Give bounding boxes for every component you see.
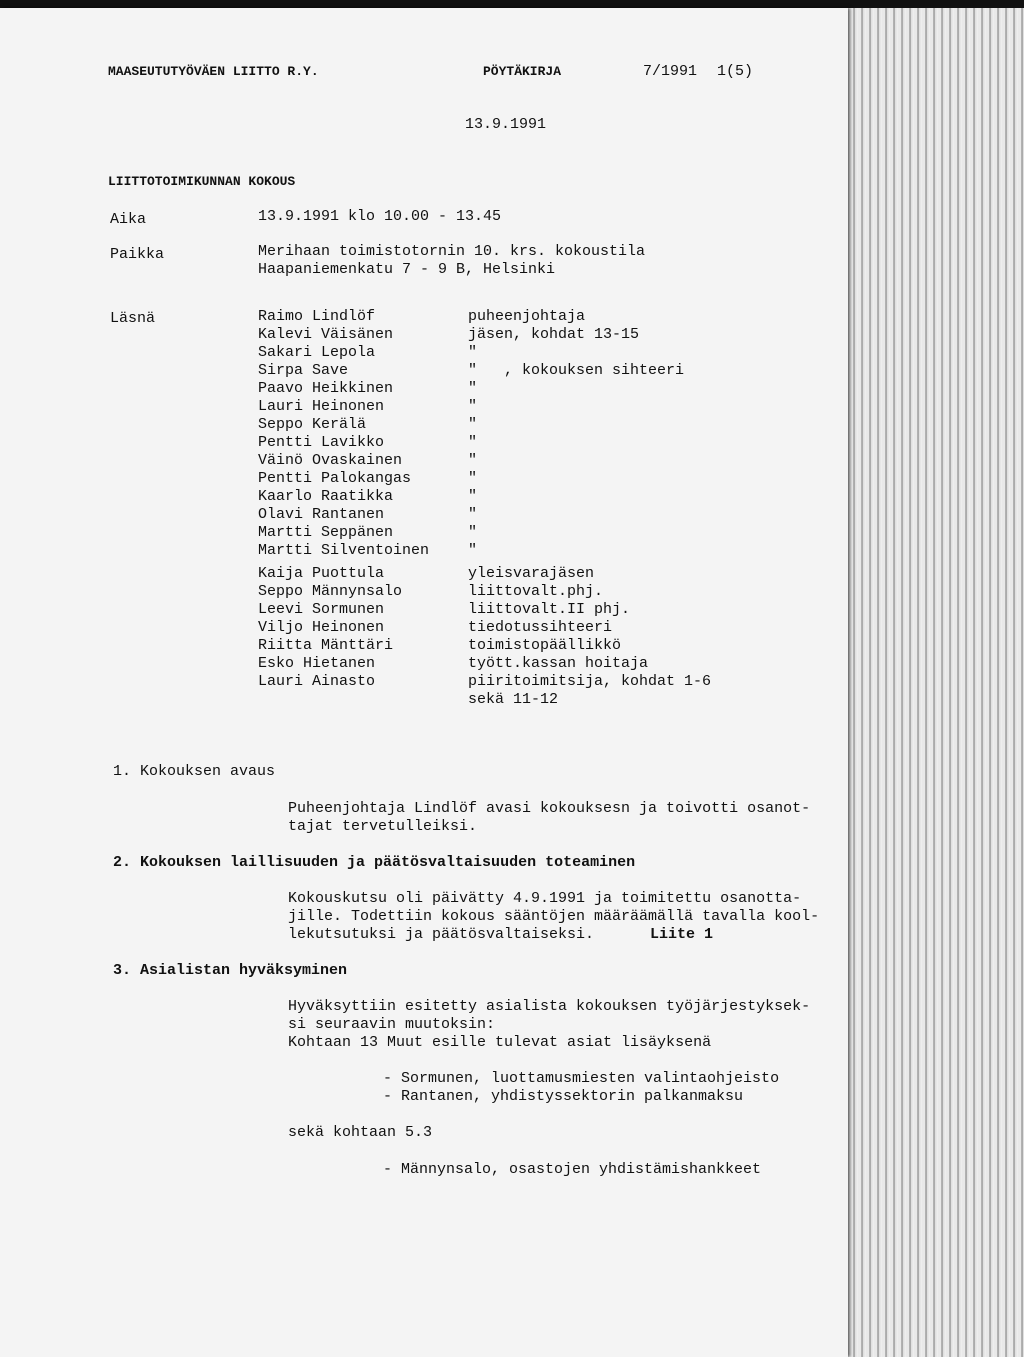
attendee-role: ": [468, 488, 478, 505]
attendee-role: ": [468, 506, 478, 523]
place-line-1: Merihaan toimistotornin 10. krs. kokoustila: [258, 243, 646, 260]
meeting-title: LIITTOTOIMIKUNNAN KOKOUS: [108, 174, 296, 189]
attendee-role: ": [468, 416, 478, 433]
attendee-name: Lauri Ainasto: [258, 673, 376, 690]
attendee-role: yleisvarajäsen: [468, 565, 595, 582]
section-1-text-line: tajat tervetulleiksi.: [288, 818, 478, 835]
attendee-row: [258, 344, 738, 362]
attendee-row: [258, 308, 738, 326]
attendee-role: ": [468, 542, 478, 559]
place-label: Paikka: [110, 246, 165, 263]
present-label: Läsnä: [110, 310, 156, 327]
section-3-text-line: sekä kohtaan 5.3: [288, 1124, 433, 1141]
attendee-name: Olavi Rantanen: [258, 506, 385, 523]
attendee-row: [258, 470, 738, 488]
attendee-row: [258, 691, 738, 709]
attendee-row: [258, 506, 738, 524]
attendee-row: [258, 583, 738, 601]
section-3-text-line: si seuraavin muutoksin:: [288, 1016, 496, 1033]
page-number: 1(5): [717, 63, 754, 80]
section-2-text-line: Kokouskutsu oli päivätty 4.9.1991 ja toimitettu osanotta-: [288, 890, 802, 907]
attendee-row: [258, 380, 738, 398]
attendee-row: [258, 673, 738, 691]
section-1-title: 1. Kokouksen avaus: [113, 763, 276, 780]
appendix-reference: Liite 1: [650, 926, 714, 943]
organization-name: MAASEUTUTYÖVÄEN LIITTO R.Y.: [108, 64, 319, 79]
attendee-role: ": [468, 380, 478, 397]
attendee-row: [258, 416, 738, 434]
attendee-name: Viljo Heinonen: [258, 619, 385, 636]
document-number: 7/1991: [643, 63, 698, 80]
attendee-role: tyött.kassan hoitaja: [468, 655, 649, 672]
time-value: 13.9.1991 klo 10.00 - 13.45: [258, 208, 502, 225]
attendee-row: [258, 637, 738, 655]
time-label: Aika: [110, 211, 147, 228]
attendee-role: toimistopäällikkö: [468, 637, 622, 654]
section-3-list-item: - Sormunen, luottamusmiesten valintaohjeisto: [383, 1070, 780, 1087]
attendee-role: liittovalt.II phj.: [468, 601, 631, 618]
book-page-edges: [834, 8, 1024, 1357]
attendee-role: puheenjohtaja: [468, 308, 586, 325]
attendee-name: Leevi Sormunen: [258, 601, 385, 618]
attendee-row: [258, 619, 738, 637]
document-date: 13.9.1991: [465, 116, 547, 133]
place-line-2: Haapaniemenkatu 7 - 9 B, Helsinki: [258, 261, 556, 278]
attendee-name: Kalevi Väisänen: [258, 326, 394, 343]
attendee-row: [258, 362, 738, 380]
attendee-role: liittovalt.phj.: [468, 583, 604, 600]
attendee-name: Martti Silventoinen: [258, 542, 430, 559]
attendee-name: Kaarlo Raatikka: [258, 488, 394, 505]
attendee-row: [258, 601, 738, 619]
attendee-name: Pentti Lavikko: [258, 434, 385, 451]
section-3-text-line: Hyväksyttiin esitetty asialista kokouksen työjärjestyksek-: [288, 998, 811, 1015]
attendee-name: Sakari Lepola: [258, 344, 376, 361]
document-page: [0, 8, 848, 1357]
attendee-name: Riitta Mänttäri: [258, 637, 394, 654]
document-type: PÖYTÄKIRJA: [483, 64, 562, 79]
attendee-role: ": [468, 470, 478, 487]
attendee-role: sekä 11-12: [468, 691, 559, 708]
attendee-role: piiritoimitsija, kohdat 1-6: [468, 673, 712, 690]
attendee-name: Kaija Puottula: [258, 565, 385, 582]
attendee-role: ": [468, 524, 478, 541]
attendee-row: [258, 542, 738, 560]
section-3-text-line: Kohtaan 13 Muut esille tulevat asiat lisäyksenä: [288, 1034, 712, 1051]
section-2-text-line: jille. Todettiin kokous sääntöjen määräämällä tavalla kool-: [288, 908, 820, 925]
attendee-row: [258, 434, 738, 452]
section-2-title: 2. Kokouksen laillisuuden ja päätösvaltaisuuden toteaminen: [113, 854, 636, 871]
section-3-list-item: - Rantanen, yhdistyssektorin palkanmaksu: [383, 1088, 744, 1105]
attendee-row: [258, 565, 738, 583]
attendee-name: Raimo Lindlöf: [258, 308, 376, 325]
attendee-row: [258, 655, 738, 673]
attendee-name: Pentti Palokangas: [258, 470, 412, 487]
attendee-name: Väinö Ovaskainen: [258, 452, 403, 469]
attendee-name: Seppo Kerälä: [258, 416, 367, 433]
attendee-name: Lauri Heinonen: [258, 398, 385, 415]
section-2-text-line: lekutsutuksi ja päätösvaltaiseksi.: [288, 926, 595, 943]
section-1-text-line: Puheenjohtaja Lindlöf avasi kokouksesn ja toivotti osanot-: [288, 800, 811, 817]
section-3-title: 3. Asialistan hyväksyminen: [113, 962, 348, 979]
attendee-role: jäsen, kohdat 13-15: [468, 326, 640, 343]
attendee-row: [258, 398, 738, 416]
attendee-row: [258, 326, 738, 344]
attendee-role: ": [468, 434, 478, 451]
attendee-name: Martti Seppänen: [258, 524, 394, 541]
attendee-name: Sirpa Save: [258, 362, 349, 379]
attendee-role: " , kokouksen sihteeri: [468, 362, 685, 379]
attendee-row: [258, 488, 738, 506]
attendee-role: tiedotussihteeri: [468, 619, 613, 636]
attendee-role: ": [468, 344, 478, 361]
attendee-role: ": [468, 452, 478, 469]
attendee-name: Esko Hietanen: [258, 655, 376, 672]
attendee-row: [258, 524, 738, 542]
section-3-list-item: - Männynsalo, osastojen yhdistämishankkeet: [383, 1161, 762, 1178]
attendee-name: Paavo Heikkinen: [258, 380, 394, 397]
attendee-name: Seppo Männynsalo: [258, 583, 403, 600]
attendee-role: ": [468, 398, 478, 415]
attendee-row: [258, 452, 738, 470]
